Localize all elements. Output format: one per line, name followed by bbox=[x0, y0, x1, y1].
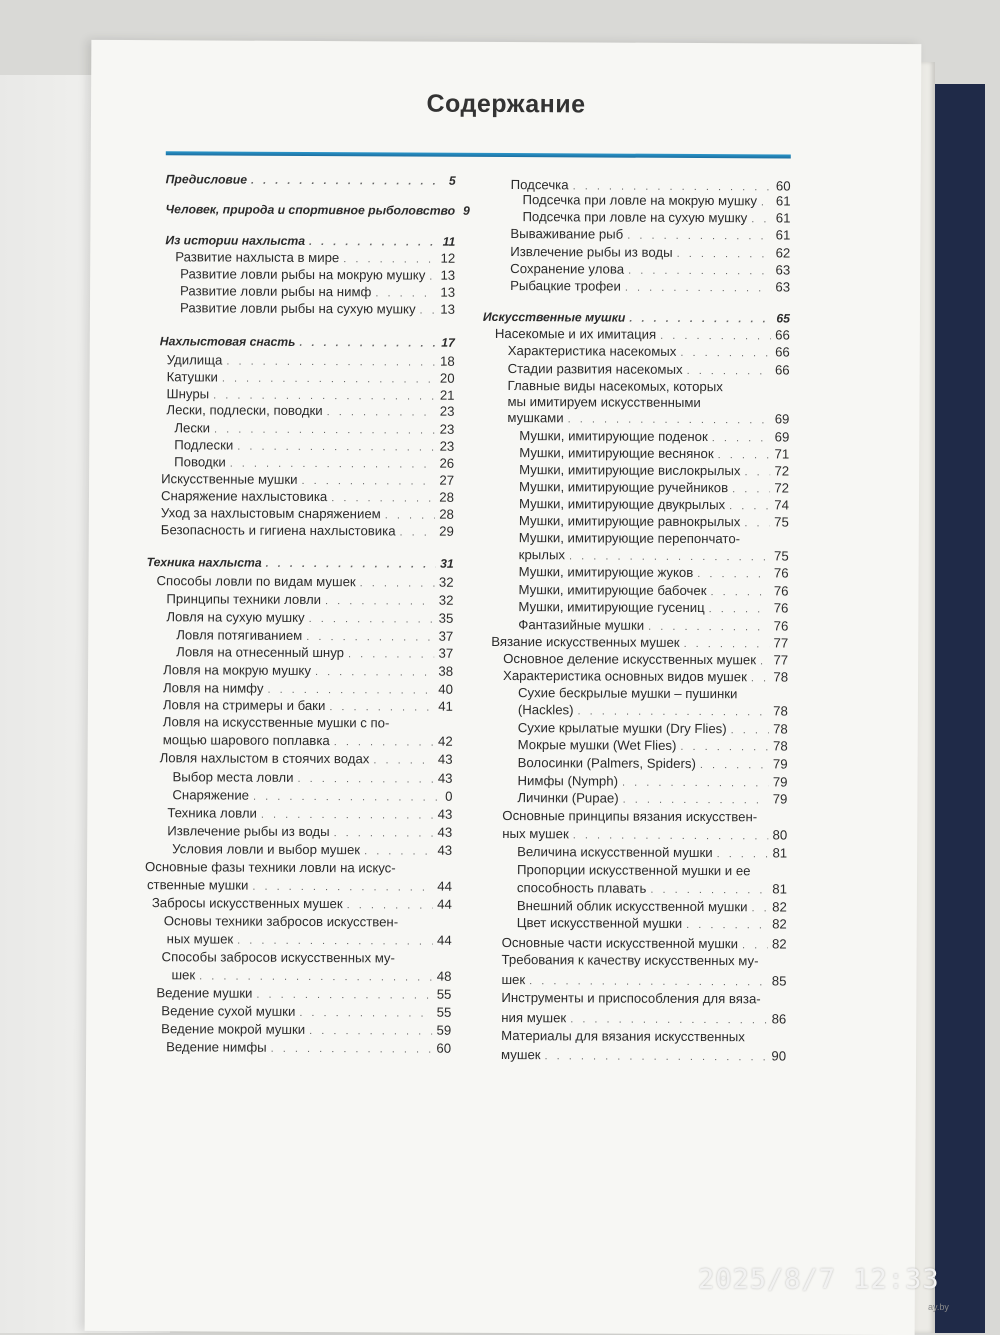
toc-entry bbox=[501, 972, 786, 988]
toc-entry-title: Величина искусственной мушки bbox=[517, 844, 713, 860]
toc-page-number: 43 bbox=[437, 843, 452, 858]
toc-entry bbox=[511, 177, 791, 193]
toc-entry-title: Сохранение улова bbox=[510, 261, 624, 277]
dot-leader bbox=[711, 586, 770, 598]
toc-page-number: 9 bbox=[463, 204, 470, 218]
toc-page-number: 31 bbox=[440, 557, 454, 571]
toc-page-number: 28 bbox=[439, 507, 454, 522]
toc-entry-title: Техника ловли bbox=[167, 805, 257, 820]
toc-page-number: 0 bbox=[445, 789, 452, 804]
dot-leader bbox=[709, 603, 770, 615]
toc-page-number: 79 bbox=[773, 756, 788, 771]
toc-entry-line: Требования к качеству искусственных му- bbox=[502, 952, 759, 968]
toc-entry bbox=[517, 773, 787, 789]
toc-entry bbox=[519, 445, 789, 461]
toc-entry-title: Вываживание рыб bbox=[510, 226, 623, 242]
toc-entry-title: ственные мушки bbox=[147, 877, 248, 893]
toc-entry bbox=[507, 410, 789, 426]
toc-entry-line: Ловля на искусственные мушки с по- bbox=[163, 714, 390, 730]
toc-page-number: 43 bbox=[438, 825, 453, 840]
toc-page-number: 79 bbox=[773, 774, 788, 789]
toc-entry bbox=[508, 343, 790, 359]
dot-leader bbox=[545, 1050, 768, 1063]
dot-leader bbox=[744, 466, 770, 478]
toc-entry-title: Вязание искусственных мушек bbox=[491, 634, 679, 650]
toc-entry-title: Цвет искусственной мушки bbox=[517, 915, 682, 931]
dot-leader bbox=[568, 413, 771, 426]
toc-page-number: 44 bbox=[437, 879, 452, 894]
toc-entry-title: Основные части искусственной мушки bbox=[502, 935, 738, 951]
toc-page-number: 43 bbox=[438, 752, 453, 767]
toc-page-number: 32 bbox=[439, 593, 454, 608]
dot-leader bbox=[732, 483, 770, 495]
toc-entry-title: Из истории нахлыста bbox=[165, 233, 305, 248]
toc-entry-title: шек bbox=[501, 972, 525, 987]
dot-leader bbox=[650, 884, 768, 897]
toc-entry bbox=[523, 192, 791, 208]
toc-entry-title: Мушки, имитирующие равнокрылых bbox=[519, 513, 741, 529]
toc-entry-title: Человек, природа и спортивное рыболовство bbox=[165, 202, 455, 218]
toc-entry bbox=[519, 462, 789, 478]
toc-entry-line: Основные фазы техники ловли на искус- bbox=[145, 859, 396, 875]
toc-entry bbox=[501, 1047, 786, 1063]
toc-entry-title: Волосинки (Palmers, Spiders) bbox=[518, 755, 696, 771]
dot-leader bbox=[660, 330, 771, 343]
toc-page-number: 27 bbox=[439, 473, 454, 488]
toc-entry-line: Инструменты и приспособления для вяза- bbox=[501, 990, 760, 1006]
toc-entry bbox=[501, 1010, 786, 1026]
toc-entry bbox=[510, 278, 790, 294]
toc-page-number: 66 bbox=[775, 362, 790, 377]
toc-right-column bbox=[85, 40, 922, 1335]
toc-page-number: 44 bbox=[437, 897, 452, 912]
toc-entry-title: мощью шарового поплавка bbox=[163, 732, 330, 748]
toc-page-number: 78 bbox=[773, 669, 788, 684]
toc-entry-title: (Hackles) bbox=[518, 702, 574, 717]
toc-entry bbox=[518, 599, 788, 615]
dot-leader bbox=[628, 265, 771, 278]
toc-entry-title: Безопасность и гигиена нахлыстовика bbox=[161, 522, 396, 538]
toc-entry-title: ных мушек bbox=[502, 826, 569, 841]
dot-leader bbox=[744, 517, 770, 529]
toc-page-number: 61 bbox=[776, 193, 791, 208]
toc-entry-title: Ведение мокрой мушки bbox=[161, 1021, 305, 1037]
dot-leader bbox=[760, 655, 769, 667]
toc-entry bbox=[483, 310, 790, 326]
toc-entry bbox=[517, 880, 787, 896]
toc-entry-title: Стадии развития насекомых bbox=[508, 361, 683, 377]
toc-entry-title: Ведение сухой мушки bbox=[161, 1003, 295, 1019]
toc-page-number: 78 bbox=[773, 721, 788, 736]
dot-leader bbox=[623, 794, 769, 807]
toc-entry-title: Ловля на нимфу bbox=[163, 680, 264, 696]
toc-entry-title: Фантазийные мушки bbox=[518, 617, 644, 633]
toc-entry bbox=[510, 261, 790, 277]
toc-entry-title: Насекомые и их имитация bbox=[495, 326, 656, 342]
toc-entry bbox=[519, 496, 789, 512]
toc-entry-title: Ловля на мокрую мушку bbox=[163, 662, 311, 678]
toc-entry-title: Ловля нахлыстом в стоячих водах bbox=[160, 750, 370, 766]
toc-page-number: 65 bbox=[776, 311, 790, 325]
dot-leader bbox=[751, 213, 772, 225]
toc-entry-line: Материалы для вязания искусственных bbox=[501, 1028, 745, 1044]
toc-entry bbox=[518, 582, 788, 598]
toc-page-number: 63 bbox=[775, 279, 790, 294]
toc-entry bbox=[518, 755, 788, 771]
toc-page-number: 43 bbox=[438, 771, 453, 786]
toc-entry-title: Мушки, имитирующие жуков bbox=[519, 564, 694, 580]
toc-entry-title: Мушки, имитирующие поденок bbox=[519, 428, 708, 444]
toc-page-number: 69 bbox=[775, 429, 790, 444]
toc-entry-title: Уход за нахлыстовым снаряжением bbox=[161, 505, 381, 521]
toc-entry-line: Основные принципы вязания искусствен- bbox=[502, 808, 757, 824]
toc-page-number: 72 bbox=[774, 463, 789, 478]
toc-entry-title: Извлечение рыбы из воды bbox=[510, 244, 672, 260]
toc-entry bbox=[510, 244, 790, 260]
toc-page-number: 71 bbox=[775, 446, 790, 461]
toc-page-number: 37 bbox=[439, 629, 454, 644]
watermark: ay.by bbox=[928, 1302, 949, 1312]
toc-entry-title: Развитие ловли рыбы на мокрую мушку bbox=[180, 266, 425, 282]
toc-entry-title: Забросы искусственных мушек bbox=[152, 895, 343, 911]
toc-entry-title: Техника нахлыста bbox=[147, 555, 262, 570]
dot-leader bbox=[761, 196, 772, 208]
toc-page-number: 17 bbox=[441, 336, 455, 350]
toc-page-number: 78 bbox=[773, 738, 788, 753]
toc-entry-title: Ловля на отнесенный шнур bbox=[176, 644, 344, 660]
toc-entry bbox=[517, 915, 787, 931]
toc-entry-title: Мушки, имитирующие веснянок bbox=[519, 445, 714, 461]
toc-entry bbox=[518, 720, 788, 736]
toc-page-number: 75 bbox=[774, 514, 789, 529]
toc-page-number: 69 bbox=[775, 411, 790, 426]
toc-entry bbox=[491, 634, 788, 651]
toc-entry-title: Искусственные мушки bbox=[483, 310, 626, 325]
toc-page-number: 37 bbox=[438, 646, 453, 661]
toc-page-number: 60 bbox=[436, 1041, 451, 1056]
toc-page-number: 61 bbox=[776, 210, 791, 225]
toc-entry-title: Выбор места ловли bbox=[172, 769, 293, 785]
dot-leader bbox=[718, 449, 771, 461]
toc-page-number: 76 bbox=[774, 583, 789, 598]
toc-page-number: 28 bbox=[439, 490, 454, 505]
toc-page-number: 20 bbox=[440, 371, 455, 386]
toc-entry-title: Мушки, имитирующие вислокрылых bbox=[519, 462, 740, 478]
dot-leader bbox=[717, 848, 769, 860]
toc-entry-title: способность плавать bbox=[517, 880, 647, 896]
toc-page-number: 55 bbox=[437, 987, 452, 1002]
toc-entry bbox=[518, 702, 788, 718]
toc-page-number: 85 bbox=[772, 973, 787, 988]
dot-leader bbox=[573, 180, 772, 193]
toc-page-number: 81 bbox=[772, 845, 787, 860]
dot-leader bbox=[578, 705, 770, 718]
toc-entry-title: Мушки, имитирующие бабочек bbox=[518, 582, 706, 598]
toc-entry-title: Ловля на сухую мушку bbox=[166, 609, 304, 625]
toc-entry-title: мушек bbox=[501, 1047, 541, 1062]
toc-entry-title: Ведение мушки bbox=[156, 985, 252, 1001]
dot-leader bbox=[729, 500, 770, 512]
toc-page-number: 29 bbox=[439, 524, 454, 539]
dot-leader bbox=[686, 919, 768, 931]
dot-leader bbox=[751, 902, 768, 914]
toc-entry-title: Характеристика основных видов мушек bbox=[503, 668, 747, 684]
toc-entry-line: Основы техники забросов искусствен- bbox=[164, 913, 398, 929]
dot-leader bbox=[680, 741, 769, 753]
toc-page-number: 40 bbox=[438, 682, 453, 697]
dot-leader bbox=[569, 550, 770, 563]
toc-page-number: 18 bbox=[440, 354, 455, 369]
toc-entry bbox=[519, 428, 789, 444]
toc-entry bbox=[518, 737, 788, 753]
toc-entry-title: Подсечка при ловле на мокрую мушку bbox=[523, 192, 757, 208]
toc-entry-title: Характеристика насекомых bbox=[508, 343, 677, 359]
toc-entry-title: Способы ловли по видам мушек bbox=[157, 573, 356, 589]
toc-entry bbox=[517, 844, 787, 860]
toc-page-number: 62 bbox=[776, 245, 791, 260]
toc-entry-title: Мушки, имитирующие двукрылых bbox=[519, 496, 725, 512]
toc-entry-title: шек bbox=[171, 967, 195, 982]
toc-entry-title: Мушки, имитирующие ручейников bbox=[519, 479, 728, 495]
toc-entry-title: Ловля на стримеры и баки bbox=[163, 697, 326, 713]
toc-entry bbox=[502, 935, 787, 951]
toc-entry-title: Развитие ловли рыбы на сухую мушку bbox=[180, 300, 416, 316]
page-title: Содержание bbox=[91, 88, 921, 121]
toc-entry-title: Подсечка при ловле на сухую мушку bbox=[522, 209, 747, 225]
toc-page-number: 32 bbox=[439, 575, 454, 590]
toc-entry-title: Развитие ловли рыбы на нимф bbox=[180, 283, 371, 299]
toc-page-number: 42 bbox=[438, 734, 453, 749]
toc-entry bbox=[517, 898, 787, 914]
toc-entry-title: Условия ловли и выбор мушек bbox=[172, 841, 360, 857]
toc-page-number: 23 bbox=[440, 422, 455, 437]
toc-page-number: 80 bbox=[773, 827, 788, 842]
dot-leader bbox=[625, 282, 772, 295]
toc-entry-title: мушками bbox=[507, 410, 563, 425]
toc-page-number: 21 bbox=[440, 388, 455, 403]
toc-page-number: 77 bbox=[774, 635, 789, 650]
toc-page-number: 61 bbox=[776, 227, 791, 242]
toc-entry-title: ния мушек bbox=[501, 1010, 566, 1025]
toc-page-number: 60 bbox=[776, 178, 791, 193]
dot-leader bbox=[622, 777, 769, 790]
toc-entry-title: ных мушек bbox=[167, 931, 234, 946]
toc-page-number: 23 bbox=[440, 404, 455, 419]
toc-entry bbox=[502, 826, 787, 842]
toc-entry-title: Принципы техники ловли bbox=[166, 591, 321, 607]
toc-page-number: 59 bbox=[436, 1023, 451, 1038]
toc-entry bbox=[517, 790, 787, 806]
toc-entry-title: Мокрые мушки (Wet Flies) bbox=[518, 737, 677, 753]
toc-page-number: 26 bbox=[439, 456, 454, 471]
toc-entry-title: Поводки bbox=[174, 454, 226, 469]
dot-leader bbox=[627, 230, 772, 243]
toc-entry bbox=[519, 479, 789, 495]
toc-page-number: 38 bbox=[438, 664, 453, 679]
dot-leader bbox=[742, 939, 768, 951]
toc-entry bbox=[508, 361, 790, 377]
toc-entry-line: Сухие бескрылые мушки – пушинки bbox=[518, 685, 738, 701]
toc-entry-title: Нимфы (Nymph) bbox=[517, 773, 618, 789]
toc-page-number: 78 bbox=[773, 703, 788, 718]
toc-page-number: 76 bbox=[774, 565, 789, 580]
toc-entry bbox=[495, 326, 790, 343]
contents-page bbox=[85, 40, 922, 1335]
toc-page-number: 48 bbox=[437, 969, 452, 984]
photo-timestamp: 2025/8/7 12:33 bbox=[698, 1264, 940, 1295]
toc-entry bbox=[519, 547, 789, 563]
toc-entry bbox=[519, 513, 789, 529]
toc-entry-line: мы имитируем искусственными bbox=[507, 394, 700, 410]
toc-page-number: 90 bbox=[771, 1048, 786, 1063]
toc-entry-title: Удилища bbox=[167, 352, 223, 367]
toc-entry-title: Извлечение рыбы из воды bbox=[167, 823, 329, 839]
toc-entry-title: Нахлыстовая снасть bbox=[160, 334, 296, 349]
toc-page-number: 35 bbox=[439, 611, 454, 626]
toc-page-number: 11 bbox=[443, 235, 456, 249]
dot-leader bbox=[570, 1013, 767, 1026]
toc-page-number: 63 bbox=[775, 262, 790, 277]
toc-entry-title: Искусственные мушки bbox=[161, 471, 297, 487]
toc-entry-title: Рыбацкие трофеи bbox=[510, 278, 621, 294]
toc-page-number: 66 bbox=[775, 344, 790, 359]
dot-leader bbox=[687, 365, 771, 377]
toc-entry-line: Способы забросов искусственных му- bbox=[162, 949, 395, 965]
toc-page-number: 44 bbox=[437, 933, 452, 948]
toc-page-number: 81 bbox=[772, 881, 787, 896]
toc-page-number: 55 bbox=[437, 1005, 452, 1020]
toc-entry-title: Катушки bbox=[167, 369, 218, 384]
toc-page-number: 76 bbox=[774, 618, 789, 633]
toc-page-number: 13 bbox=[440, 285, 455, 300]
toc-entry-title: крылых bbox=[519, 547, 565, 562]
toc-entry bbox=[510, 226, 790, 242]
toc-entry-title: Основное деление искусственных мушек bbox=[503, 651, 756, 667]
toc-entry bbox=[518, 617, 788, 633]
toc-page-number: 41 bbox=[438, 699, 453, 714]
dot-leader bbox=[529, 975, 768, 988]
toc-page-number: 66 bbox=[775, 327, 790, 342]
toc-entry bbox=[519, 564, 789, 580]
toc-entry-title: Сухие крылатые мушки (Dry Flies) bbox=[518, 720, 727, 736]
toc-entry-line: Пропорции искусственной мушки и ее bbox=[517, 862, 751, 878]
dot-leader bbox=[731, 724, 769, 736]
dot-leader bbox=[573, 829, 769, 842]
toc-entry-title: Шнуры bbox=[166, 386, 209, 401]
toc-page-number: 13 bbox=[440, 268, 455, 283]
toc-entry bbox=[503, 651, 788, 667]
toc-entry-title: Личинки (Pupae) bbox=[517, 790, 618, 806]
toc-entry-title: Внешний облик искусственной мушки bbox=[517, 898, 748, 914]
toc-page-number: 72 bbox=[774, 480, 789, 495]
dot-leader bbox=[700, 759, 769, 771]
toc-page-number: 82 bbox=[772, 899, 787, 914]
dot-leader bbox=[648, 621, 770, 634]
toc-entry-title: Подсечка bbox=[511, 177, 569, 192]
toc-entry bbox=[522, 209, 790, 225]
toc-page-number: 12 bbox=[441, 251, 456, 266]
toc-entry-line: Мушки, имитирующие перепончато- bbox=[519, 530, 740, 546]
toc-page-number: 5 bbox=[449, 174, 456, 188]
dot-leader bbox=[751, 672, 770, 684]
toc-entry-title: Подлески bbox=[174, 437, 233, 452]
dot-leader bbox=[677, 248, 772, 260]
toc-entry-line: Главные виды насекомых, которых bbox=[508, 378, 723, 394]
dot-leader bbox=[712, 432, 771, 444]
toc-page-number: 43 bbox=[438, 807, 453, 822]
toc-page-number: 86 bbox=[772, 1011, 787, 1026]
toc-entry-title: Снаряжение нахлыстовика bbox=[161, 488, 327, 504]
toc-page-number: 82 bbox=[772, 916, 787, 931]
toc-page-number: 76 bbox=[774, 600, 789, 615]
toc-entry-title: Предисловие bbox=[166, 172, 247, 186]
toc-entry-title: Ловля потягиванием bbox=[176, 627, 302, 643]
toc-page-number: 77 bbox=[773, 652, 788, 667]
dot-leader bbox=[697, 568, 770, 580]
dot-leader bbox=[680, 347, 771, 359]
toc-page-number: 74 bbox=[774, 497, 789, 512]
toc-entry-title: Развитие нахлыста в мире bbox=[175, 249, 339, 265]
toc-entry-title: Лески bbox=[174, 420, 210, 435]
toc-page-number: 82 bbox=[772, 936, 787, 951]
toc-entry bbox=[503, 668, 788, 684]
dot-leader bbox=[684, 638, 770, 650]
toc-entry-title: Ведение нимфы bbox=[166, 1039, 267, 1055]
toc-entry-title: Мушки, имитирующие гусениц bbox=[518, 599, 704, 615]
toc-page-number: 79 bbox=[773, 791, 788, 806]
toc-page-number: 75 bbox=[774, 548, 789, 563]
toc-page-number: 23 bbox=[440, 439, 455, 454]
toc-entry-title: Снаряжение bbox=[172, 787, 249, 802]
toc-page-number: 13 bbox=[440, 302, 455, 317]
dot-leader bbox=[629, 313, 772, 326]
toc-entry-title: Лески, подлески, поводки bbox=[166, 402, 322, 418]
